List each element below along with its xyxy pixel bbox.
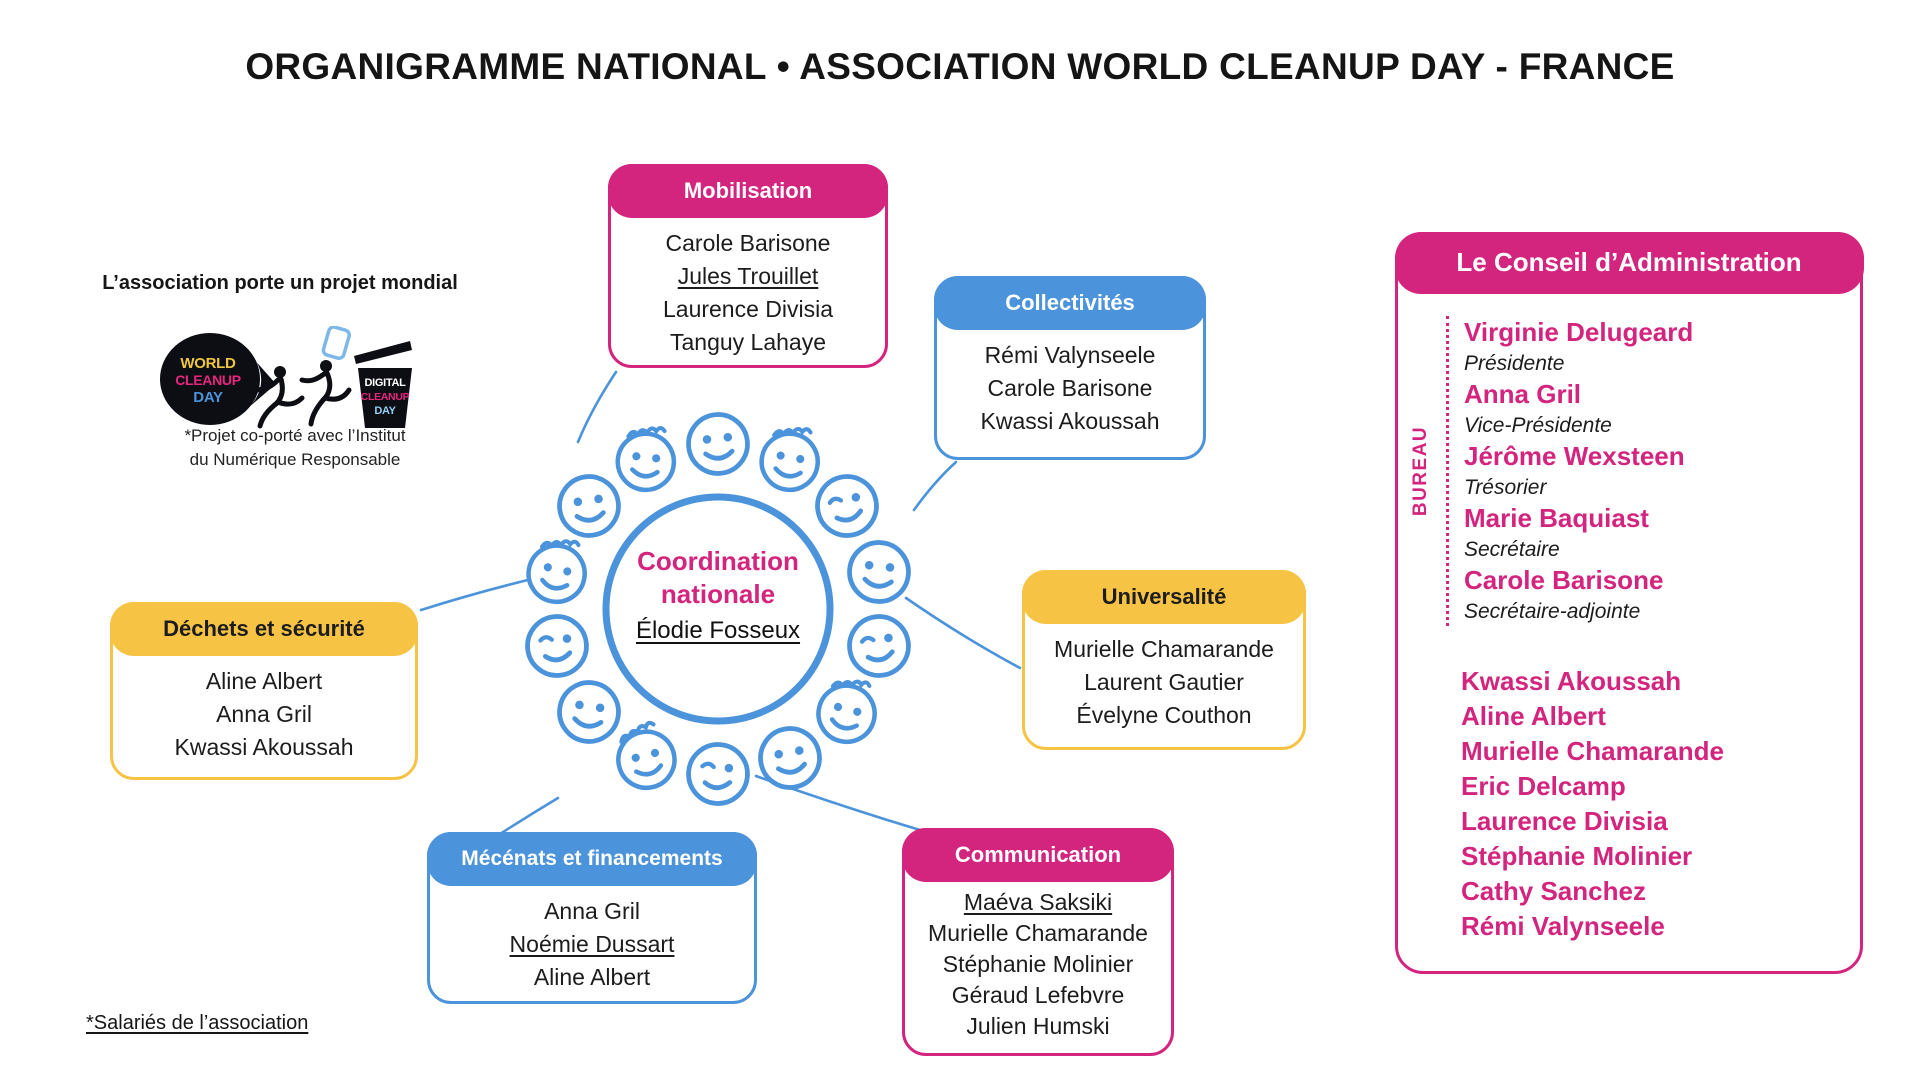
team-card-mobilisation xyxy=(608,164,888,368)
board-member: Stéphanie Molinier xyxy=(1461,841,1693,871)
team-member-list xyxy=(430,895,754,994)
team-card-header: Mobilisation xyxy=(608,164,888,218)
team-member: Laurent Gautier xyxy=(1084,669,1244,695)
team-member: Murielle Chamarande xyxy=(928,920,1148,946)
bureau-member-name: Jérôme Wexsteen xyxy=(1464,441,1685,471)
board-member-list xyxy=(1461,664,1860,944)
coordination-title-line2: nationale xyxy=(660,579,776,609)
bureau-member-name: Virginie Delugeard xyxy=(1464,317,1694,347)
co-ported-note-line2: du Numérique Responsable xyxy=(189,450,401,469)
dcd-word-2: CLEANUP xyxy=(360,391,410,403)
team-card-universalite xyxy=(1022,570,1306,750)
bureau-list xyxy=(1446,316,1860,626)
team-member: Laurence Divisia xyxy=(662,296,834,322)
co-ported-note-line1: *Projet co-porté avec l’Institut xyxy=(184,426,406,445)
team-member: Anna Gril xyxy=(216,701,312,727)
coordination-hub xyxy=(500,407,936,817)
board-panel xyxy=(1395,232,1863,974)
team-card-collectivites xyxy=(934,276,1206,460)
team-member: Aline Albert xyxy=(533,964,651,990)
world-cleanup-day-logo xyxy=(160,333,276,425)
coordination-title xyxy=(500,545,936,611)
page-title: ORGANIGRAMME NATIONAL • ASSOCIATION WORLD CLEANUP DAY - FRANCE xyxy=(245,46,1675,87)
team-member: Stéphanie Molinier xyxy=(942,951,1134,977)
team-card-header: Collectivités xyxy=(934,276,1206,330)
team-member: Anna Gril xyxy=(544,898,640,924)
bureau-entry xyxy=(1464,316,1860,378)
team-member: Kwassi Akoussah xyxy=(174,734,354,760)
bureau-member-role: Secrétaire xyxy=(1464,538,1560,561)
bureau-entry xyxy=(1464,502,1860,564)
board-panel-title: Le Conseil d’Administration xyxy=(1395,232,1864,294)
team-member: Murielle Chamarande xyxy=(1054,636,1274,662)
coordinator-name: Élodie Fosseux xyxy=(635,617,801,644)
coordination-title-line1: Coordination xyxy=(637,546,799,576)
bureau-member-role: Trésorier xyxy=(1464,476,1547,499)
board-member: Murielle Chamarande xyxy=(1461,736,1724,766)
team-member: Carole Barisone xyxy=(987,375,1153,401)
team-card-header: Universalité xyxy=(1022,570,1306,624)
bureau-member-role: Secrétaire-adjointe xyxy=(1464,600,1641,623)
jumping-person-icon xyxy=(302,360,349,424)
bureau-member-role: Vice-Présidente xyxy=(1464,414,1612,437)
team-card-communication xyxy=(902,828,1174,1056)
board-member: Aline Albert xyxy=(1461,701,1606,731)
team-member: Géraud Lefebvre xyxy=(951,982,1125,1008)
bureau-member-name: Marie Baquiast xyxy=(1464,503,1649,533)
bureau-member-role: Présidente xyxy=(1464,352,1565,375)
association-tagline: L’association porte un projet mondial xyxy=(102,272,458,294)
bureau-entry xyxy=(1464,564,1860,626)
board-member: Rémi Valynseele xyxy=(1461,911,1665,941)
bureau-member-name: Anna Gril xyxy=(1464,379,1582,409)
bureau-entry xyxy=(1464,440,1860,502)
bureau-vertical-label: BUREAU xyxy=(1410,425,1431,517)
team-member-list xyxy=(905,887,1171,1042)
coordination-label xyxy=(500,545,936,645)
team-member-list xyxy=(113,665,415,764)
phone-doodle-icon xyxy=(322,326,350,359)
team-member: Tanguy Lahaye xyxy=(669,329,826,355)
bureau-member-name: Carole Barisone xyxy=(1464,565,1664,595)
team-member: Carole Barisone xyxy=(665,230,831,256)
board-member: Cathy Sanchez xyxy=(1461,876,1646,906)
bureau-section xyxy=(1410,316,1860,626)
board-member: Laurence Divisia xyxy=(1461,806,1668,836)
dcd-word-3: DAY xyxy=(374,405,396,417)
digital-cleanup-day-logo xyxy=(354,341,412,428)
team-member-list xyxy=(937,339,1203,438)
wcd-word-2: CLEANUP xyxy=(175,372,241,388)
team-member: Julien Humski xyxy=(966,1013,1110,1039)
team-card-header: Déchets et sécurité xyxy=(110,602,418,656)
team-member: Rémi Valynseele xyxy=(984,342,1156,368)
team-card-header: Communication xyxy=(902,828,1174,882)
team-member-list xyxy=(611,227,885,359)
team-member: Kwassi Akoussah xyxy=(980,408,1160,434)
team-card-mecenats-et-financements xyxy=(427,832,757,1004)
dcd-word-1: DIGITAL xyxy=(364,377,406,389)
board-member: Kwassi Akoussah xyxy=(1461,666,1682,696)
team-card-dechets-et-securite xyxy=(110,602,418,780)
team-member: Jules Trouillet xyxy=(677,263,819,289)
team-member: Maéva Saksiki xyxy=(963,889,1113,915)
team-member-list xyxy=(1025,633,1303,732)
team-member: Aline Albert xyxy=(205,668,323,694)
co-ported-note xyxy=(120,424,470,472)
salaries-footnote: *Salariés de l’association xyxy=(86,1012,309,1034)
bureau-entry xyxy=(1464,378,1860,440)
wcd-word-3: DAY xyxy=(193,389,223,406)
team-member: Évelyne Couthon xyxy=(1076,702,1252,728)
team-member: Noémie Dussart xyxy=(509,931,675,957)
team-card-header: Mécénats et financements xyxy=(427,832,757,886)
wcd-word-1: WORLD xyxy=(180,355,236,372)
cleanup-day-logos xyxy=(148,326,448,436)
board-member: Eric Delcamp xyxy=(1461,771,1626,801)
